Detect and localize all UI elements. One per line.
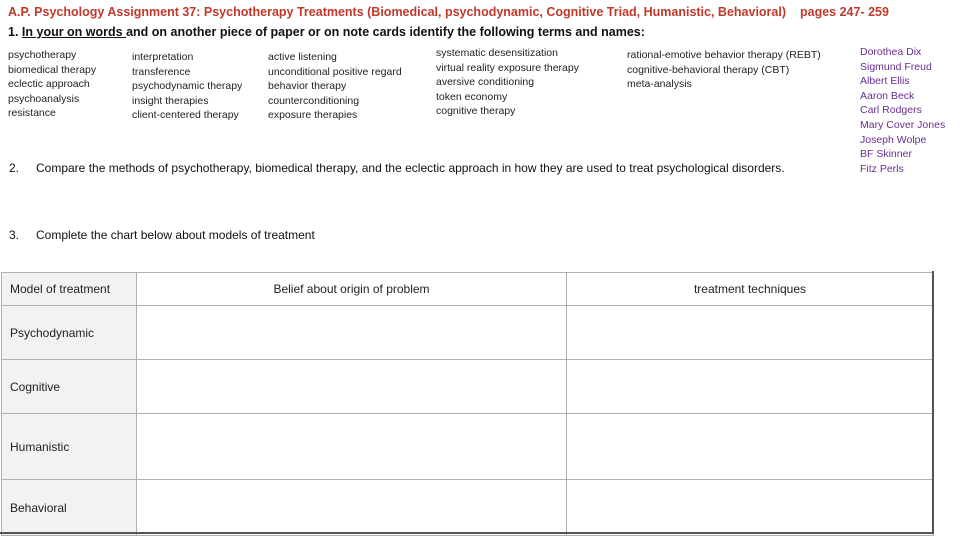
techniques-cell[interactable]	[567, 306, 934, 360]
question-2-text: Compare the methods of psychotherapy, biomedical therapy, and the eclectic approach in how they are used to treat psychological disorders.	[36, 161, 785, 175]
term: virtual reality exposure therapy	[436, 61, 579, 74]
person-name: Mary Cover Jones	[860, 118, 946, 131]
terms-column-5	[627, 48, 821, 92]
term: active listening	[268, 51, 337, 63]
question-1-underlined: In your on words	[21, 25, 127, 39]
terms-column-1	[8, 48, 96, 121]
names-list	[860, 45, 945, 176]
table-row	[2, 414, 934, 480]
person-name: Albert Ellis	[860, 75, 910, 88]
header-techniques: treatment techniques	[567, 273, 934, 306]
person-name: Joseph Wolpe	[860, 133, 927, 146]
terms-column-4	[436, 46, 579, 119]
row-label-behavioral: Behavioral	[2, 480, 137, 536]
question-3-number: 3.	[9, 228, 20, 242]
table-row	[2, 360, 934, 414]
table-row	[2, 480, 934, 536]
term: transference	[132, 65, 191, 78]
person-name: Aaron Beck	[860, 89, 915, 102]
term: counterconditioning	[268, 94, 360, 107]
belief-cell[interactable]	[137, 480, 567, 536]
term: biomedical therapy	[8, 63, 97, 76]
row-label-cognitive: Cognitive	[2, 360, 137, 414]
person-name: Carl Rodgers	[860, 104, 922, 117]
term: unconditional positive regard	[268, 65, 402, 78]
table-header-row	[2, 273, 934, 306]
question-2-number: 2.	[9, 161, 20, 175]
belief-cell[interactable]	[137, 360, 567, 414]
term: exposure therapies	[268, 109, 358, 122]
terms-column-2	[132, 50, 242, 123]
person-name: BF Skinner	[860, 148, 912, 161]
person-name: Fitz Perls	[860, 162, 904, 175]
belief-cell[interactable]	[137, 306, 567, 360]
term: cognitive therapy	[436, 105, 516, 118]
question-1-text: and on another piece of paper or on note cards identify the following terms and names:	[126, 25, 645, 39]
term: cognitive-behavioral therapy (CBT)	[627, 63, 790, 76]
question-3-text: Complete the chart below about models of treatment	[36, 228, 315, 242]
terms-column-3	[268, 50, 402, 123]
question-1	[8, 25, 645, 39]
header-model: Model of treatment	[2, 273, 137, 306]
term: aversive conditioning	[436, 76, 535, 89]
page-range: pages 247- 259	[800, 5, 889, 19]
term: behavior therapy	[268, 80, 347, 93]
term: client-centered therapy	[132, 109, 239, 122]
techniques-cell[interactable]	[567, 414, 934, 480]
term: token economy	[436, 90, 508, 103]
treatment-models-table	[1, 272, 934, 536]
term: systematic desensitization	[436, 47, 558, 59]
row-label-humanistic: Humanistic	[2, 414, 137, 480]
term: meta-analysis	[627, 78, 692, 91]
assignment-title: A.P. Psychology Assignment 37: Psychotherapy Treatments (Biomedical, psychodynamic, Cognitive Triad, Humanistic, Behavioral)	[8, 5, 787, 19]
question-1-prefix: 1.	[8, 25, 22, 39]
term: resistance	[8, 107, 56, 120]
techniques-cell[interactable]	[567, 480, 934, 536]
person-name: Sigmund Freud	[860, 60, 932, 73]
term: interpretation	[132, 51, 194, 63]
term: psychodynamic therapy	[132, 80, 243, 93]
term: psychotherapy	[8, 49, 77, 61]
header-belief: Belief about origin of problem	[137, 273, 567, 306]
belief-cell[interactable]	[137, 414, 567, 480]
term: rational-emotive behavior therapy (REBT)	[627, 49, 821, 61]
person-name: Dorothea Dix	[860, 46, 922, 58]
term: eclectic approach	[8, 78, 90, 91]
term: insight therapies	[132, 94, 209, 107]
row-label-psychodynamic: Psychodynamic	[2, 306, 137, 360]
term: psychoanalysis	[8, 92, 80, 105]
table-row	[2, 306, 934, 360]
techniques-cell[interactable]	[567, 360, 934, 414]
